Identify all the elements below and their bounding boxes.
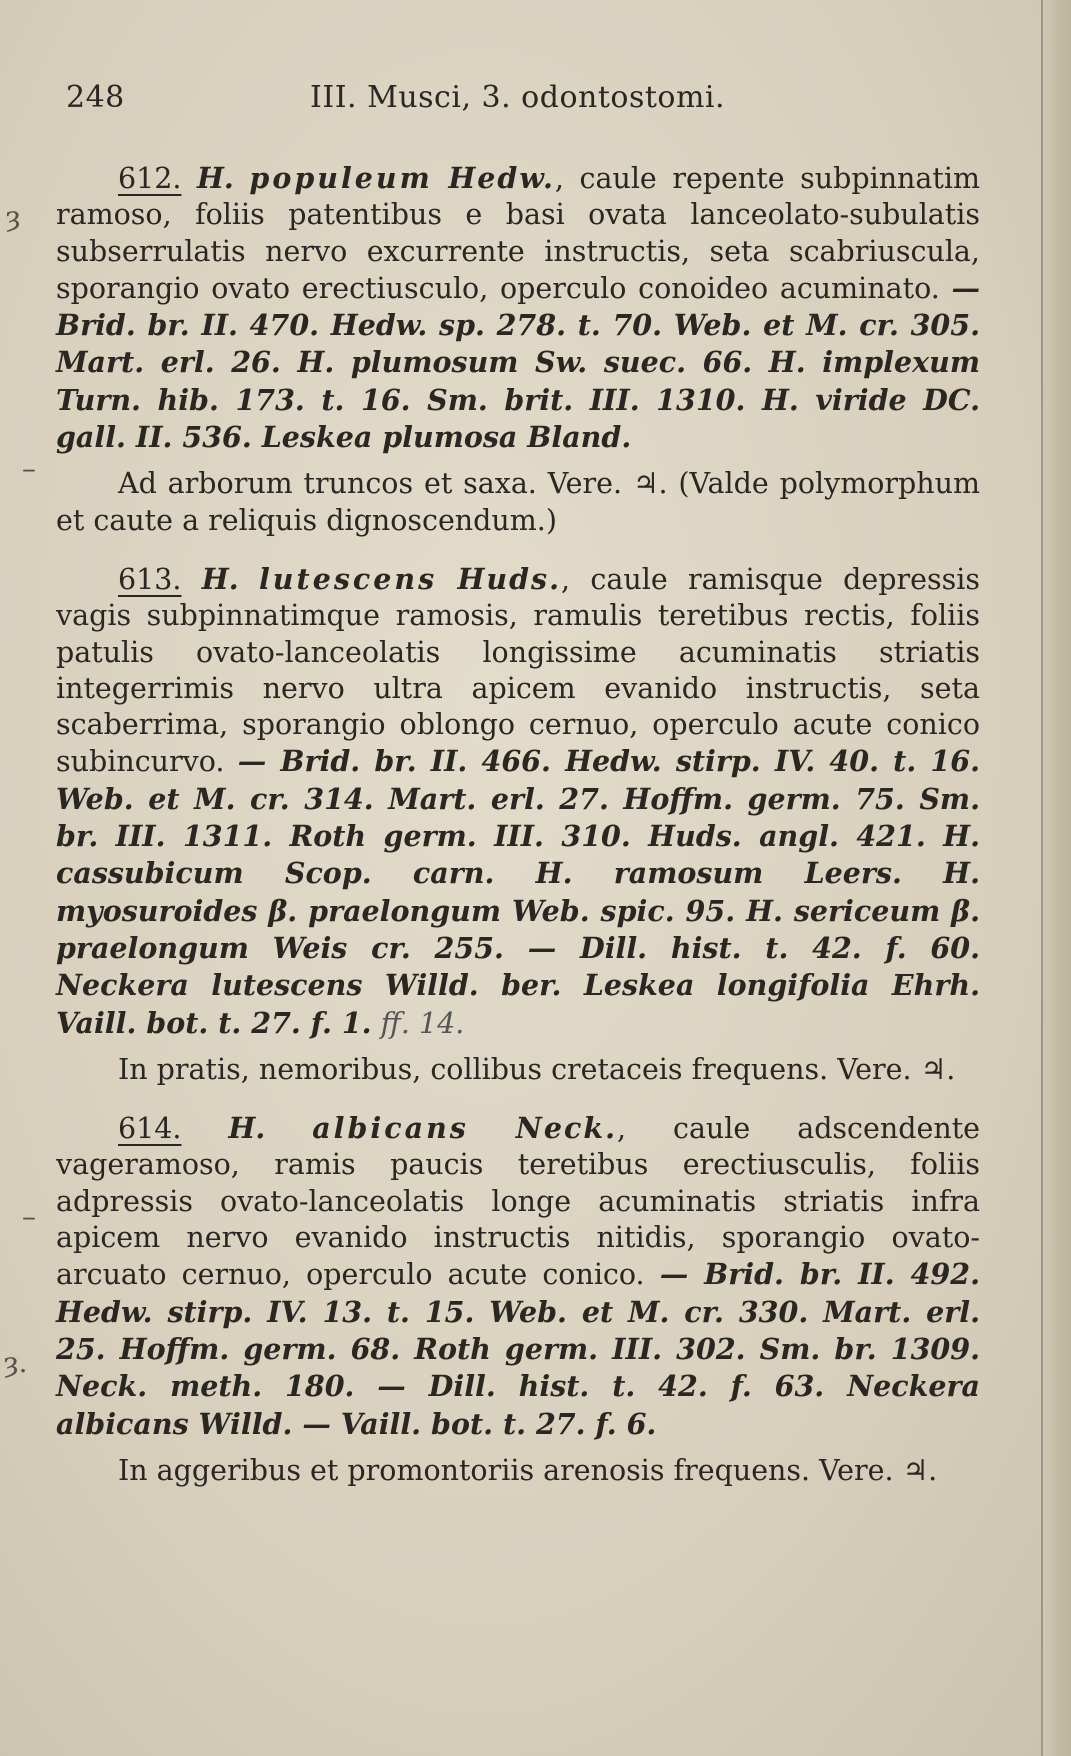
running-title: III. Musci, 3. odontostomi. [310, 80, 726, 115]
margin-mark: – [22, 452, 36, 485]
genus: H. [228, 1111, 266, 1146]
entry-number: 613. [118, 562, 182, 596]
habitat: In aggeribus et promontoriis arenosis frequens. Vere. ♃. [118, 1453, 938, 1487]
page-number: 248 [66, 80, 125, 115]
habitat: In pratis, nemoribus, collibus cretaceis frequens. Vere. ♃. [118, 1052, 956, 1086]
genus: H. [197, 161, 234, 195]
description: , caule adscendente vageramoso, ramis paucis teretibus erectiusculis, foliis adpressis ovato-lanceolatis longe acuminatis striatis infra apicem nervo evanido instructis nitidis, sporangio ovato-arcuato cernuo, operculo acute conico. [56, 1112, 981, 1292]
species-name: lutescens [258, 561, 438, 596]
species-name: populeum [249, 161, 433, 195]
genus: H. [201, 561, 239, 596]
species-entry [56, 160, 980, 456]
species-entry [56, 561, 980, 1042]
margin-mark: ȝ. [4, 1346, 28, 1379]
references: — Brid. br. II. 466. Hedw. stirp. IV. 40. t. 16. Web. et M. cr. 314. Mart. erl. 27. Hoffm. germ. 75. Sm. br. III. 1311. Roth germ. III. 310. Huds. angl. 421. H. cassubicum Scop. carn. H. ramosum Leers. H. myosuroides β. praelongum Web. spic. 95. H. sericeum β. praelongum Weis cr. 255. — Dill. hist. t. 42. f. 60. Neckera lutescens Willd. ber. Leskea longifolia Ehrh. Vaill. bot. t. 27. f. 1. [56, 744, 980, 1040]
author: Hedw. [448, 161, 555, 195]
description: , caule repente subpinnatim ramoso, foliis patentibus e basi ovata lanceolato-subulatis subserrulatis nervo excurrente instructis, seta scabriuscula, sporangio ovato erectiusculo, operculo conoideo acuminato. [56, 162, 980, 305]
entry-number: 612. [118, 162, 182, 195]
species-name: albicans [312, 1111, 469, 1146]
references: — Brid. br. II. 470. Hedw. sp. 278. t. 70. Web. et M. cr. 305. Mart. erl. 26. H. plumosum Sw. suec. 66. H. implexum Turn. hib. 173. t. 16. Sm. brit. III. 1310. H. viride DC. gall. II. 536. Leskea plumosa Bland. [56, 270, 981, 455]
page-edge [1041, 0, 1071, 1756]
author: Neck. [515, 1111, 617, 1146]
entry-number: 614. [118, 1112, 182, 1146]
species-entry [56, 1110, 980, 1443]
description: , caule ramisque depressis vagis subpinnatimque ramosis, ramulis teretibus rectis, foliis patulis ovato-lanceolatis longissime acuminatis striatis integerrimis nervo ultra apicem evanido instructis, seta scaberrima, sporangio oblongo cernuo, operculo acute conico subincurvo. [56, 562, 981, 779]
running-head [66, 80, 966, 120]
margin-mark: ȝ [6, 200, 21, 233]
margin-mark: – [22, 1200, 36, 1233]
habitat: Ad arborum truncos et saxa. Vere. ♃. (Valde polymorphum et caute a reliquis dignoscendum.) [56, 467, 980, 537]
references: — Brid. br. II. 492. Hedw. stirp. IV. 13. t. 15. Web. et M. cr. 330. Mart. erl. 25. Hoffm. germ. 68. Roth germ. III. 302. Sm. br. 1309. Neck. meth. 180. — Dill. hist. t. 42. f. 63. Neckera albicans Willd. — Vaill. bot. t. 27. f. 6. [56, 1257, 981, 1441]
author: Huds. [457, 561, 562, 596]
handwritten-note: ff. 14. [380, 1006, 465, 1040]
text-body [56, 160, 980, 1511]
